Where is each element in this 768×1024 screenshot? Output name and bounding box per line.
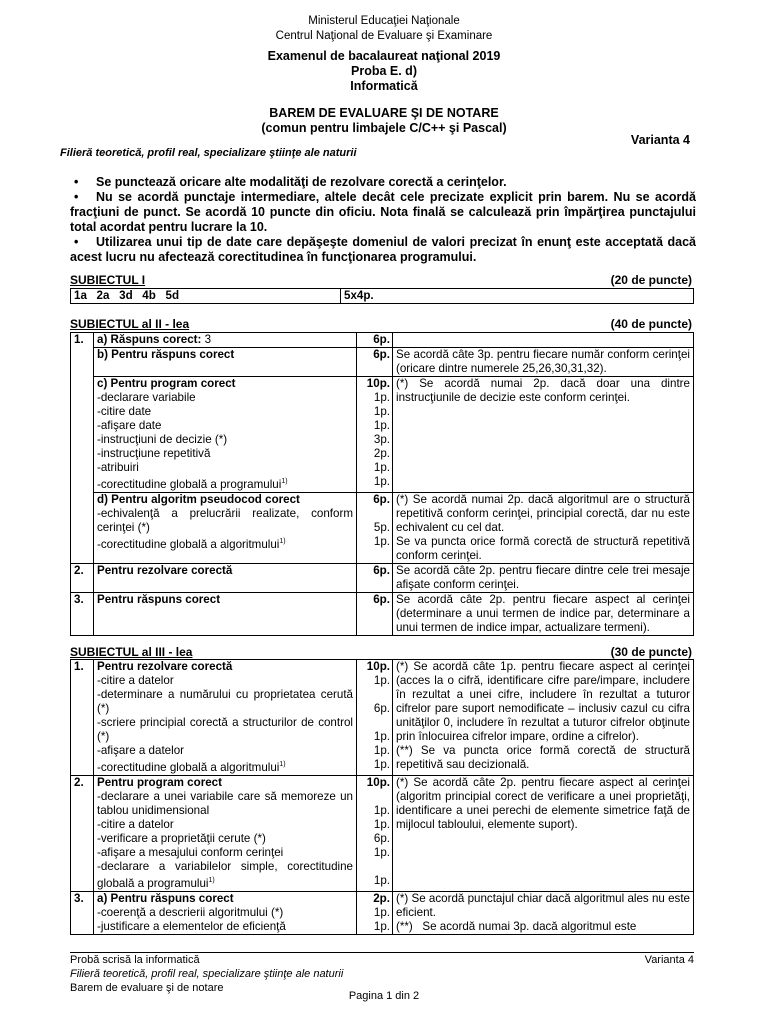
s3-q1-item-last — [97, 758, 353, 775]
s3-q2-item: -declarare a unei variabile care să memoreze un tablou unidimensional — [97, 789, 353, 817]
table-row — [71, 592, 694, 635]
s2-q1c-item-points: 2p. — [373, 447, 390, 460]
s3-q1-note-1: (*) Se acordă câte 1p. pentru fiecare aspect al cerinţei (acces la o cifră, identificare cifre pare/impare, includere în rezultat a unei cifre, includere în rezultat a tuturor cifrelor pare suport nemodificate – inclusiv cazul cu cifra unităţilor 0, includere în rezultat a tuturor cifrelor obţinute prin înlocuirea cifrelor impare, ordine a cifrelor). — [396, 660, 690, 743]
s3-q1-item: -scriere principial corectă a structurilor de control (*) — [97, 716, 353, 743]
s2-q1c-item: -atribuiri — [97, 461, 139, 474]
section-3-title: SUBIECTUL al III - lea — [70, 645, 193, 659]
s3-q3-item: -coerenţă a descrierii algoritmului (*) — [97, 905, 284, 919]
s3-q1-number: 1. — [71, 660, 94, 776]
s2-q1c-item-points: 1p. — [373, 475, 390, 488]
rule-text: Nu se acordă punctaje intermediare, altele decât cele precizate explicit prin barem. Nu se acordă fracţiuni de punct. Se acordă 10 puncte din oficiu. Nota finală se calculează prin împărţirea punctajului total acordat pentru lucrare la 10. — [70, 190, 696, 234]
s2-q1d-item-text: -corectitudine globală a algoritmului — [97, 537, 280, 551]
s3-q1-item-points: 1p. — [373, 674, 390, 687]
s2-q1b-points: 6p. — [357, 348, 393, 377]
footer-line-3: Barem de evaluare şi de notare — [70, 982, 224, 994]
section-3-table — [70, 659, 694, 935]
s3-q3-label: a) Pentru răspuns corect — [97, 891, 234, 905]
s3-q1-item-text: -corectitudine globală a algoritmului — [97, 760, 280, 774]
s3-q2-item-points: 1p. — [373, 873, 390, 887]
section-1-heading — [70, 273, 692, 287]
s3-q1-item: -afişare a datelor — [97, 744, 184, 757]
footer-variant: Varianta 4 — [644, 954, 694, 966]
s3-q2-item-points: 1p. — [373, 803, 390, 817]
s3-q3-points — [357, 891, 393, 934]
section-3-heading — [70, 645, 692, 659]
section-1-points: (20 de puncte) — [610, 273, 692, 287]
s3-q3-item-points: 1p. — [373, 905, 390, 919]
s2-q1c-item-points: 3p. — [373, 433, 390, 446]
s3-q2-item-points: 6p. — [373, 831, 390, 845]
s2-q1b-note: Se acordă câte 3p. pentru fiecare număr conform cerinţei (oricare dintre numerele 25,26,30,31,32). — [393, 348, 694, 377]
s3-q3-note-1: (*) Se acordă punctajul chiar dacă algoritmul ales nu este eficient. — [396, 891, 690, 919]
footer-line-1: Probă scrisă la informatică — [70, 954, 200, 966]
s2-q3-number: 3. — [71, 592, 94, 635]
s2-q1d-note — [393, 492, 694, 563]
s2-q2-note: Se acordă câte 2p. pentru fiecare dintre cele trei mesaje afişate conform cerinţei. — [393, 563, 694, 592]
s3-q3-item-points: 1p. — [373, 919, 390, 933]
s2-q1d-note-1: (*) Se acordă numai 2p. dacă algoritmul are o structură repetitivă conform cerinţei, principial corectă, dar nu este echivalent cu cel dat. — [396, 492, 690, 534]
exam-subject: Informatică — [350, 79, 418, 93]
s3-q1-total: 10p. — [366, 660, 390, 673]
ministry-name: Ministerul Educaţiei Naţionale — [308, 15, 460, 27]
s2-q1c-points — [357, 377, 393, 493]
table-row — [71, 289, 694, 304]
rule-item — [70, 190, 696, 235]
s3-q1-item-points: 6p. — [373, 702, 390, 715]
s3-q3-total: 2p. — [373, 891, 390, 905]
s2-q1c-item: -citire date — [97, 405, 152, 418]
s3-q1-note-2: (**) Se va puncta orice formă corectă de structură repetitivă sau decizională. — [396, 744, 690, 771]
s3-q2-label: Pentru program corect — [97, 775, 222, 789]
s2-q1c-item-points: 1p. — [373, 461, 390, 474]
s2-q1c-item-text: -corectitudine globală a programului — [97, 477, 282, 491]
section-2-title: SUBIECTUL al II - lea — [70, 317, 190, 331]
s3-q1 — [94, 660, 357, 776]
s2-q1c-item: -instrucţiune repetitivă — [97, 447, 211, 460]
s2-q1c-item-last — [97, 475, 353, 492]
s2-q1b-label: b) Pentru răspuns corect — [94, 348, 357, 377]
header-institution — [0, 14, 768, 44]
s3-q1-item: -citire a datelor — [97, 674, 174, 687]
s2-q1c-item: -declarare variabile — [97, 391, 196, 404]
s3-q2-item-points: 1p. — [373, 817, 390, 831]
s2-q1c-item-points: 1p. — [373, 419, 390, 432]
exam-title-block — [0, 49, 768, 94]
footnote-marker: 1) — [208, 876, 215, 884]
s2-q1d-points — [357, 492, 393, 563]
s2-q1a-value: 3 — [204, 333, 212, 346]
table-row — [71, 660, 694, 776]
s2-q3-note: Se acordă câte 2p. pentru fiecare aspect al cerinţei (determinare a unui termen de indice par, determinare a unui termen de indice impar, actualizare termeni). — [393, 592, 694, 635]
s2-q2-label: Pentru rezolvare corectă — [94, 563, 357, 592]
s2-q2-number: 2. — [71, 563, 94, 592]
section-3-points: (30 de puncte) — [610, 645, 692, 659]
s3-q2-item-text: -declarare a variabilelor simple, corectitudine globală a programului — [97, 859, 353, 890]
table-row — [71, 775, 694, 891]
s2-q1c-total: 10p. — [366, 377, 390, 390]
table-row — [71, 348, 694, 377]
filiera-label: Filieră teoretică, profil real, specializare ştiinţe ale naturii — [60, 147, 357, 159]
section-1-table — [70, 288, 694, 304]
s2-q1c-label: c) Pentru program corect — [97, 377, 236, 390]
barem-subtitle: (comun pentru limbajele C/C++ şi Pascal) — [261, 121, 507, 135]
rule-item — [70, 235, 696, 265]
s2-q2-points: 6p. — [357, 563, 393, 592]
s3-q2 — [94, 775, 357, 891]
footer — [70, 953, 694, 995]
footer-line-2: Filieră teoretică, profil real, specializare ştiinţe ale naturii — [70, 968, 344, 980]
section-2-heading — [70, 317, 692, 331]
bullet-icon: • — [74, 235, 79, 249]
s3-q2-note: (*) Se acordă câte 2p. pentru fiecare aspect al cerinţei (algoritm principial corect de verificare a unei proprietăţi, identificare a unei perechi de elemente simetrice faţă de mijlocul tabloului, elemente suport). — [393, 775, 694, 891]
s2-q1d-total: 6p. — [373, 492, 390, 506]
s2-q1d — [94, 492, 357, 563]
s3-q1-item-points: 1p. — [373, 730, 390, 743]
table-row — [71, 492, 694, 563]
footnote-marker: 1) — [279, 537, 286, 545]
table-row — [71, 563, 694, 592]
s2-q1c-item-points: 1p. — [373, 405, 390, 418]
variant-label: Varianta 4 — [630, 133, 690, 147]
s2-q1a-points: 6p. — [357, 333, 393, 348]
general-rules — [70, 175, 696, 265]
exam-title: Examenul de bacalaureat naţional 2019 — [267, 49, 501, 63]
s3-q2-item-points: 1p. — [373, 845, 390, 859]
s3-q3-number: 3. — [71, 891, 94, 934]
s2-q1d-item-points: 5p. — [373, 520, 390, 534]
center-name: Centrul Naţional de Evaluare şi Examinare — [275, 30, 493, 42]
barem-title-block — [0, 106, 768, 136]
s2-q1-number: 1. — [71, 333, 94, 564]
s3-q1-note — [393, 660, 694, 776]
s3-q2-item: -verificare a proprietăţii cerute (*) — [97, 831, 266, 845]
barem-title: BAREM DE EVALUARE ŞI DE NOTARE — [269, 106, 499, 120]
s2-q1d-item-points: 1p. — [373, 534, 390, 548]
s3-q3-item: -justificare a elementelor de eficienţă — [97, 919, 286, 933]
s3-q3-note-2: (**) Se acordă numai 3p. dacă algoritmul este — [396, 919, 637, 933]
s3-q1-item-points: 1p. — [373, 758, 390, 771]
exam-proba: Proba E. d) — [351, 64, 417, 78]
s2-q1d-item-last — [97, 535, 353, 552]
s3-q1-item-points: 1p. — [373, 744, 390, 757]
s2-q1c — [94, 377, 357, 493]
bullet-icon: • — [74, 190, 79, 204]
s3-q3-note — [393, 891, 694, 934]
section-2-points: (40 de puncte) — [610, 317, 692, 331]
rule-text: Utilizarea unui tip de date care depăşeşte domeniul de valori precizat în enunţ este acceptată dacă acest lucru nu afectează corectitudinea în funcţionarea programului. — [70, 235, 696, 264]
bullet-icon: • — [74, 175, 79, 189]
s2-q1a-note — [393, 333, 694, 348]
s3-q2-item: -citire a datelor — [97, 817, 174, 831]
s2-q1a-label: a) Răspuns corect: — [97, 333, 205, 346]
s2-q3-points: 6p. — [357, 592, 393, 635]
s1-answers: 1a 2a 3d 4b 5d — [71, 289, 341, 304]
s2-q1c-note: (*) Se acordă numai 2p. dacă doar una dintre instrucţiunile de decizie este conform cerinţei. — [393, 377, 694, 493]
table-row — [71, 377, 694, 493]
page-number: Pagina 1 din 2 — [348, 990, 420, 1002]
s2-q1d-label: d) Pentru algoritm pseudocod corect — [97, 492, 300, 506]
s3-q2-points — [357, 775, 393, 891]
s2-q3-label: Pentru răspuns corect — [94, 592, 357, 635]
s3-q2-number: 2. — [71, 775, 94, 891]
section-2-table — [70, 332, 694, 636]
footnote-marker: 1) — [281, 478, 288, 485]
s3-q1-label: Pentru rezolvare corectă — [97, 660, 233, 673]
footnote-marker: 1) — [279, 761, 286, 768]
s3-q2-item-last — [97, 860, 353, 891]
table-row — [71, 891, 694, 934]
s2-q1d-note-2: Se va puncta orice formă corectă de structură repetitivă conform cerinţei. — [396, 534, 690, 562]
rule-item — [70, 175, 696, 190]
s3-q2-total: 10p. — [366, 775, 390, 789]
table-row — [71, 333, 694, 348]
s3-q1-points — [357, 660, 393, 776]
s3-q2-item: -afişare a mesajului conform cerinţei — [97, 845, 284, 859]
section-1-title: SUBIECTUL I — [70, 273, 146, 287]
s2-q1c-item: -instrucţiuni de decizie (*) — [97, 433, 228, 446]
s1-scoring: 5x4p. — [341, 289, 694, 304]
s2-q1c-item: -afişare date — [97, 419, 162, 432]
s2-q1a — [94, 333, 357, 348]
s3-q1-item: -determinare a numărului cu proprietatea cerută (*) — [97, 688, 353, 715]
rule-text: Se punctează oricare alte modalităţi de rezolvare corectă a cerinţelor. — [96, 175, 507, 189]
s2-q1d-item: -echivalenţă a prelucrării realizate, conform cerinţei (*) — [97, 506, 353, 534]
s2-q1c-item-points: 1p. — [373, 391, 390, 404]
s3-q3 — [94, 891, 357, 934]
